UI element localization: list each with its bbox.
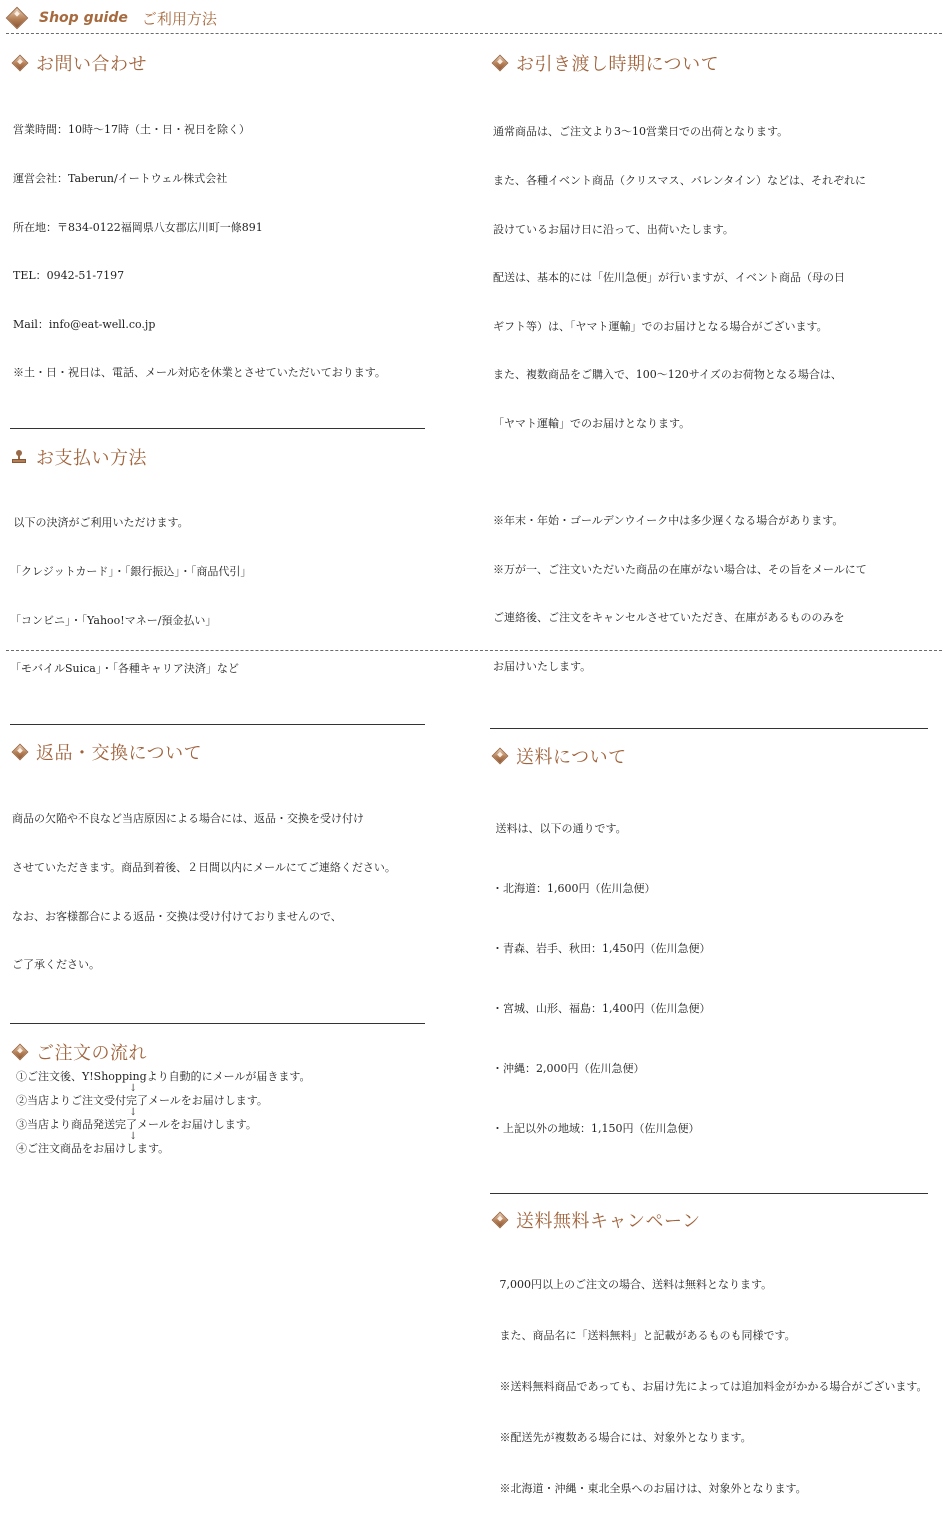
section-divider	[490, 1193, 928, 1194]
payment-line: 以下の決済がご利用いただけます。	[10, 516, 189, 530]
shipping-line: ・上記以外の地域：1,150円（佐川急便）	[492, 1121, 700, 1135]
contact-line: 運営会社：Taberun/イートウェル株式会社	[13, 172, 228, 186]
usage-title: ご利用方法	[141, 9, 217, 28]
flow-step: ①ご注文後、Y!Shoppingより自動的にメールが届きます。	[16, 1069, 311, 1083]
shipping-heading: 送料について	[490, 744, 945, 768]
payment-heading: お支払い方法	[10, 445, 480, 469]
campaign-line: また、商品名に「送料無料」と記載があるものも同様です。	[496, 1328, 796, 1342]
diamond-icon	[12, 55, 29, 72]
shipping-line: ・北海道：1,600円（佐川急便）	[492, 881, 656, 895]
delivery-line: 配送は、基本的には「佐川急便」が行いますが、イベント商品（母の日	[493, 271, 845, 285]
contact-line: 営業時間：10時～17時（土・日・祝日を除く）	[13, 123, 250, 137]
returns-line: なお、お客様都合による返品・交換は受け付けておりませんので、	[12, 909, 342, 923]
contact-heading: お問い合わせ	[10, 51, 480, 75]
left-column	[10, 38, 480, 1157]
header-divider	[6, 33, 942, 34]
section-divider	[10, 1023, 425, 1024]
shipping-line: ・沖縄：2,000円（佐川急便）	[492, 1061, 645, 1075]
contact-line: Mail：info@eat-well.co.jp	[13, 317, 156, 331]
campaign-line: ※送料無料商品であっても、お届け先によっては追加料金がかかる場合がございます。	[496, 1379, 928, 1393]
flow-step: ③当店より商品発送完了メールをお届けします。	[16, 1117, 257, 1131]
delivery-line: 「ヤマト運輸」でのお届けとなります。	[493, 417, 691, 431]
shipping-line: ・青森、岩手、秋田：1,450円（佐川急便）	[492, 941, 711, 955]
payment-line: 「コンビニ」・「Yahoo!マネー/預金払い」	[10, 613, 217, 627]
shipping-list	[492, 779, 945, 1179]
flow-heading: ご注文の流れ	[10, 1040, 480, 1064]
shipping-line: 送料は、以下の通りです。	[492, 821, 627, 835]
contact-line: TEL：0942-51-7197	[13, 269, 125, 283]
payment-list	[10, 483, 480, 710]
shop-guide-title: Shop guide	[39, 10, 128, 26]
returns-line: 商品の欠陥や不良など当店原因による場合には、返品・交換を受け付け	[12, 812, 364, 826]
delivery-line	[493, 465, 945, 481]
delivery-heading: お引き渡し時期について	[490, 51, 945, 75]
diamond-icon	[12, 1043, 29, 1060]
payment-line: 「モバイルSuica」・「各種キャリア決済」など	[10, 662, 239, 676]
page-header	[6, 6, 217, 30]
diamond-icon	[12, 743, 29, 760]
down-arrow-icon: ↓	[129, 1082, 138, 1094]
contact-line: 所在地：〒834-0122福岡県八女郡広川町一條891	[13, 220, 263, 234]
delivery-line: また、複数商品をご購入で、100～120サイズのお荷物となる場合は、	[493, 368, 842, 382]
section-divider	[10, 724, 425, 725]
footer-divider	[6, 650, 942, 651]
delivery-line: ご連絡後、ご注文をキャンセルさせていただき、在庫があるもののみを	[493, 611, 845, 625]
campaign-line: 7,000円以上のご注文の場合、送料は無料となります。	[496, 1277, 773, 1291]
section-divider	[490, 728, 928, 729]
flow-step: ②当店よりご注文受付完了メールをお届けします。	[16, 1093, 268, 1107]
delivery-line: ※年末・年始・ゴールデンウイーク中は多少遅くなる場合があります。	[493, 514, 844, 528]
diamond-icon	[492, 747, 509, 764]
contact-line: ※土・日・祝日は、電話、メール対応を休業とさせていただいております。	[13, 366, 386, 380]
right-column	[490, 38, 945, 1531]
diamond-icon	[6, 7, 29, 30]
stamp-icon	[12, 450, 26, 464]
delivery-line: また、各種イベント商品（クリスマス、バレンタイン）などは、それぞれに	[493, 174, 866, 188]
delivery-line: ※万が一、ご注文いただいた商品の在庫がない場合は、その旨をメールにて	[493, 562, 867, 576]
flow-step: ④ご注文商品をお届けします。	[16, 1141, 170, 1155]
section-divider	[10, 428, 425, 429]
returns-heading: 返品・交換について	[10, 740, 480, 764]
returns-line: させていただきます。商品到着後、２日間以内にメールにてご連絡ください。	[12, 860, 396, 874]
delivery-line: 通常商品は、ご注文より3～10営業日での出荷となります。	[493, 125, 789, 139]
down-arrow-icon: ↓	[129, 1130, 138, 1142]
delivery-list	[493, 92, 945, 708]
payment-line: 「クレジットカード」・「銀行振込」・「商品代引」	[10, 565, 252, 579]
returns-list	[12, 779, 480, 1006]
campaign-heading: 送料無料キャンペーン	[490, 1208, 945, 1232]
diamond-icon	[492, 55, 509, 72]
returns-line: ご了承ください。	[12, 958, 100, 972]
campaign-line: ※北海道・沖縄・東北全県へのお届けは、対象外となります。	[496, 1481, 807, 1495]
delivery-line: ギフト等）は、「ヤマト運輸」でのお届けとなる場合がございます。	[493, 319, 828, 333]
shipping-line: ・宮城、山形、福島：1,400円（佐川急便）	[492, 1001, 711, 1015]
diamond-icon	[492, 1211, 509, 1228]
down-arrow-icon: ↓	[129, 1106, 138, 1118]
campaign-line: ※配送先が複数ある場合には、対象外となります。	[496, 1430, 752, 1444]
campaign-list	[496, 1242, 945, 1531]
delivery-line: お届けいたします。	[493, 660, 592, 674]
contact-list	[13, 90, 480, 414]
order-flow	[16, 1069, 480, 1157]
delivery-line: 設けているお届け日に沿って、出荷いたします。	[493, 222, 734, 236]
